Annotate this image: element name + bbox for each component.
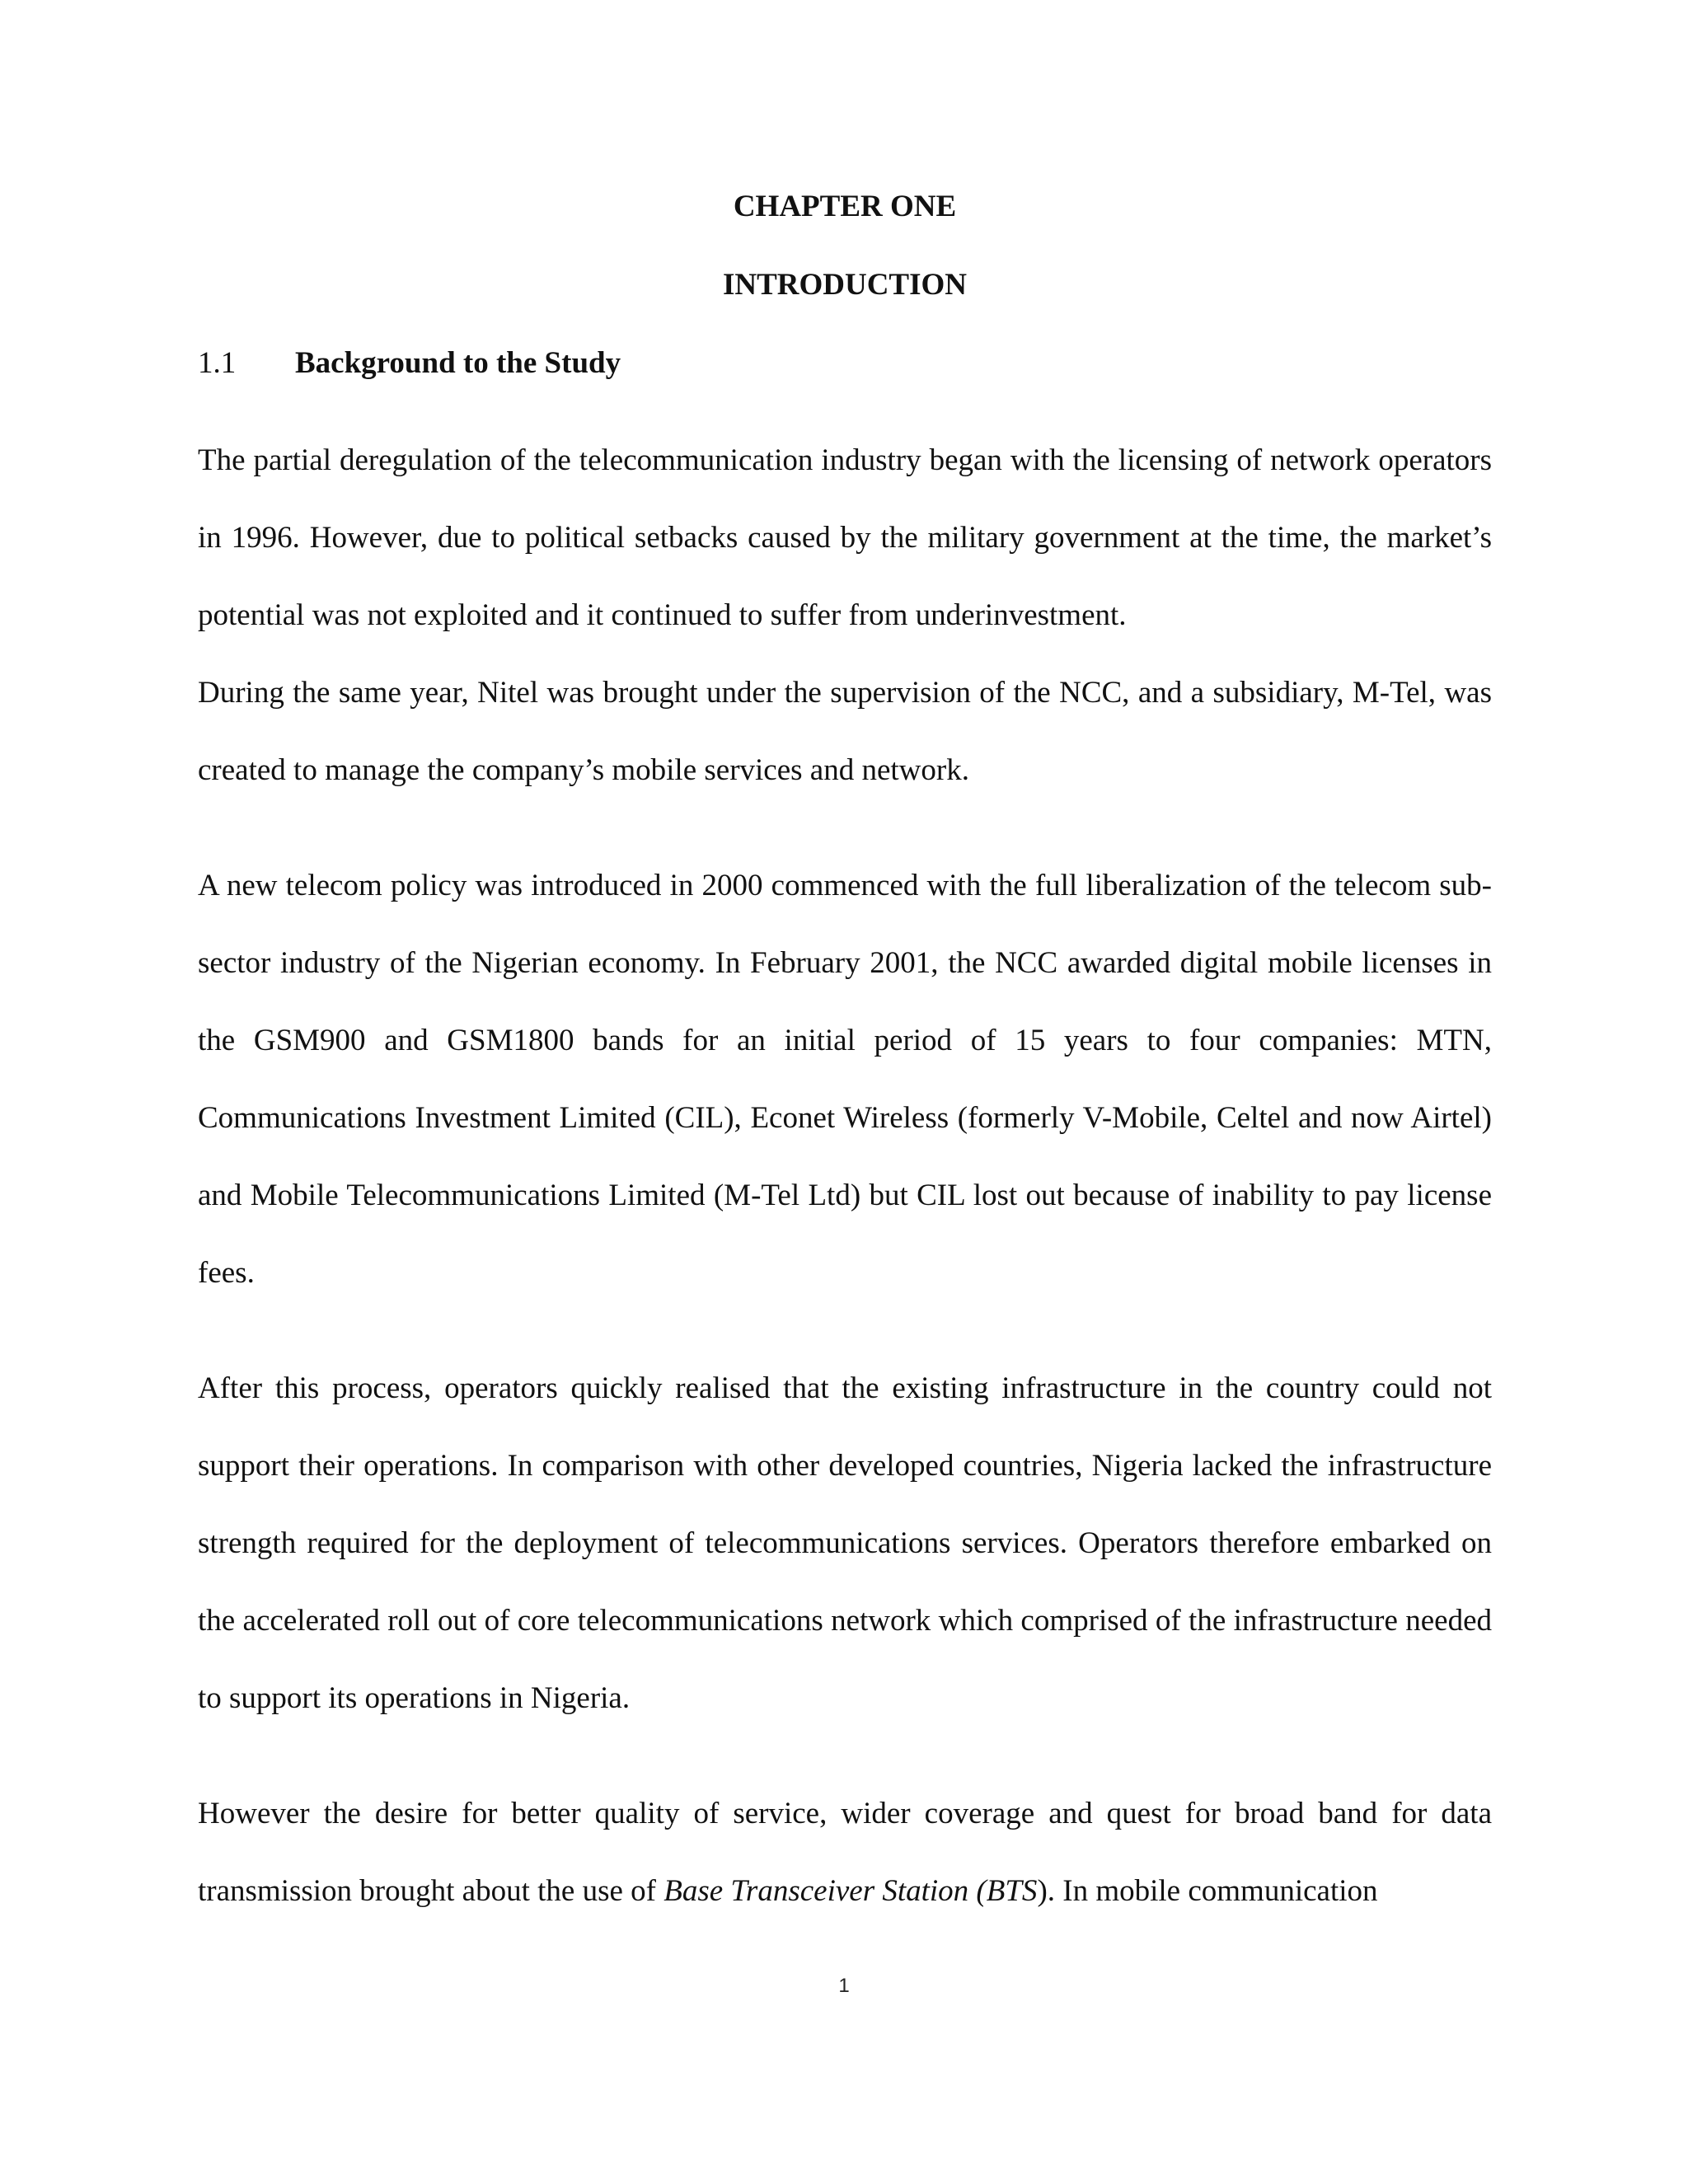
paragraph-5 bbox=[198, 1775, 1492, 1930]
paragraph-1: The partial deregulation of the telecommunication industry began with the licensing of network operators in 1996. However, due to political setbacks caused by the military government at the time, the market’s potential was not exploited and it continued to suffer from underinvestment. bbox=[198, 443, 1492, 632]
chapter-heading: CHAPTER ONE bbox=[733, 190, 957, 223]
paragraph-2: During the same year, Nitel was brought under the supervision of the NCC, and a subsidiary, M-Tel, was created to manage the company’s mobile services and network. bbox=[198, 676, 1492, 787]
page-number: 1 bbox=[838, 1975, 850, 1997]
section-number: 1.1 bbox=[198, 346, 237, 380]
section-title: Background to the Study bbox=[295, 346, 621, 380]
page-content bbox=[198, 188, 1492, 1930]
paragraph-5-start: However the desire for better quality of service, wider coverage and quest for broad band for data transmission brought about the use of bbox=[198, 1797, 1492, 1908]
section-heading bbox=[198, 344, 1492, 382]
paragraph-5-italic-term: Base Transceiver Station (BTS bbox=[663, 1874, 1038, 1908]
chapter-title: INTRODUCTION bbox=[722, 268, 968, 302]
paragraph-4: After this process, operators quickly realised that the existing infrastructure in the country could not support their operations. In comparison with other developed countries, Nigeria lacked the infrastructure strength required for the deployment of telecommunications services. Operators therefore embarked on the accelerated roll out of core telecommunications network which comprised of the infrastructure needed to support its operations in Nigeria. bbox=[198, 1371, 1492, 1715]
paragraph-5-end: ). In mobile communication bbox=[1037, 1874, 1378, 1908]
paragraph-3: A new telecom policy was introduced in 2000 commenced with the full liberalization of the telecom sub-sector industry of the Nigerian economy. In February 2001, the NCC awarded digital mobile licenses in the GSM900 and GSM1800 bands for an initial period of 15 years to four companies: MTN, Communications Investment Limited (CIL), Econet Wireless (formerly V-Mobile, Celtel and now Airtel) and Mobile Telecommunications Limited (M-Tel Ltd) but CIL lost out because of inability to pay license fees. bbox=[198, 869, 1492, 1290]
